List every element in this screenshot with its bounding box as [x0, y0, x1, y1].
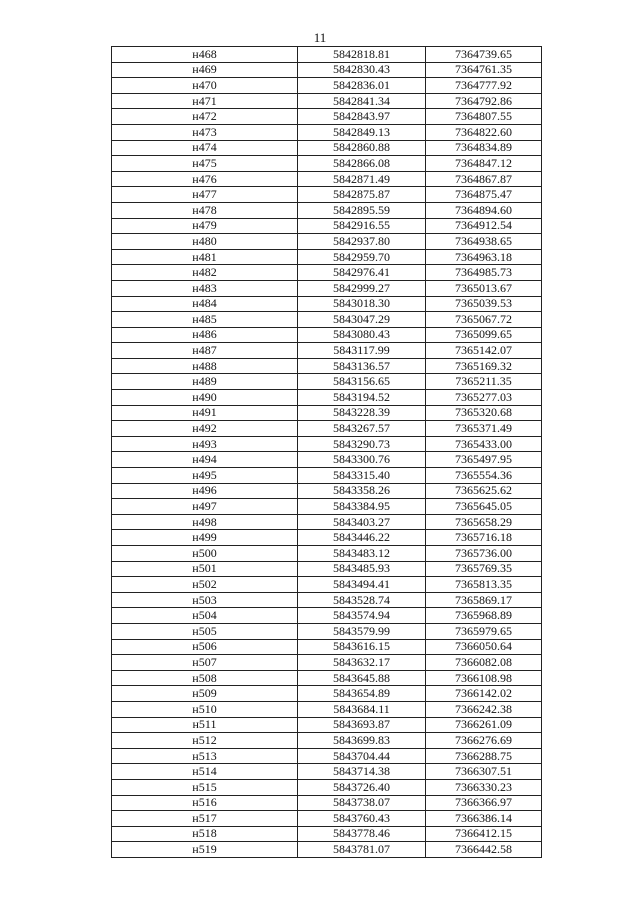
point-id-cell: н498 [112, 514, 298, 530]
table-row [112, 733, 542, 749]
y-coordinate-cell: 7366082.08 [426, 655, 542, 671]
x-coordinate-cell: 5843726.40 [298, 779, 426, 795]
y-coordinate-cell: 7365039.53 [426, 296, 542, 312]
x-coordinate-cell: 5842843.97 [298, 109, 426, 125]
y-coordinate-cell: 7364894.60 [426, 202, 542, 218]
point-id-cell: н476 [112, 171, 298, 187]
point-id-cell: н519 [112, 842, 298, 858]
point-id-cell: н471 [112, 93, 298, 109]
table-row [112, 249, 542, 265]
table-row [112, 670, 542, 686]
x-coordinate-cell: 5842916.55 [298, 218, 426, 234]
table-row [112, 296, 542, 312]
x-coordinate-cell: 5843760.43 [298, 811, 426, 827]
x-coordinate-cell: 5843574.94 [298, 608, 426, 624]
point-id-cell: н509 [112, 686, 298, 702]
point-id-cell: н493 [112, 436, 298, 452]
point-id-cell: н485 [112, 312, 298, 328]
table-row [112, 779, 542, 795]
table-row [112, 78, 542, 94]
y-coordinate-cell: 7366412.15 [426, 826, 542, 842]
table-row [112, 265, 542, 281]
point-id-cell: н479 [112, 218, 298, 234]
y-coordinate-cell: 7364822.60 [426, 124, 542, 140]
coordinates-table-body [112, 47, 542, 858]
point-id-cell: н477 [112, 187, 298, 203]
x-coordinate-cell: 5842895.59 [298, 202, 426, 218]
x-coordinate-cell: 5843483.12 [298, 546, 426, 562]
x-coordinate-cell: 5843684.11 [298, 701, 426, 717]
x-coordinate-cell: 5843136.57 [298, 358, 426, 374]
y-coordinate-cell: 7366276.69 [426, 733, 542, 749]
table-row [112, 639, 542, 655]
y-coordinate-cell: 7366307.51 [426, 764, 542, 780]
table-row [112, 577, 542, 593]
y-coordinate-cell: 7364912.54 [426, 218, 542, 234]
x-coordinate-cell: 5842818.81 [298, 47, 426, 63]
table-row [112, 140, 542, 156]
point-id-cell: н490 [112, 390, 298, 406]
y-coordinate-cell: 7364875.47 [426, 187, 542, 203]
point-id-cell: н518 [112, 826, 298, 842]
x-coordinate-cell: 5842959.70 [298, 249, 426, 265]
x-coordinate-cell: 5843300.76 [298, 452, 426, 468]
y-coordinate-cell: 7365979.65 [426, 623, 542, 639]
x-coordinate-cell: 5842866.08 [298, 156, 426, 172]
y-coordinate-cell: 7366142.02 [426, 686, 542, 702]
x-coordinate-cell: 5843446.22 [298, 530, 426, 546]
table-row [112, 234, 542, 250]
table-row [112, 436, 542, 452]
y-coordinate-cell: 7365497.95 [426, 452, 542, 468]
x-coordinate-cell: 5842860.88 [298, 140, 426, 156]
table-row [112, 592, 542, 608]
x-coordinate-cell: 5843645.88 [298, 670, 426, 686]
y-coordinate-cell: 7364739.65 [426, 47, 542, 63]
y-coordinate-cell: 7365099.65 [426, 327, 542, 343]
point-id-cell: н478 [112, 202, 298, 218]
table-row [112, 327, 542, 343]
y-coordinate-cell: 7366442.58 [426, 842, 542, 858]
point-id-cell: н510 [112, 701, 298, 717]
x-coordinate-cell: 5843699.83 [298, 733, 426, 749]
point-id-cell: н508 [112, 670, 298, 686]
table-row [112, 608, 542, 624]
x-coordinate-cell: 5843384.95 [298, 499, 426, 515]
point-id-cell: н494 [112, 452, 298, 468]
x-coordinate-cell: 5842836.01 [298, 78, 426, 94]
point-id-cell: н517 [112, 811, 298, 827]
point-id-cell: н513 [112, 748, 298, 764]
table-row [112, 842, 542, 858]
point-id-cell: н487 [112, 343, 298, 359]
y-coordinate-cell: 7365625.62 [426, 483, 542, 499]
point-id-cell: н514 [112, 764, 298, 780]
point-id-cell: н500 [112, 546, 298, 562]
table-row [112, 421, 542, 437]
x-coordinate-cell: 5843290.73 [298, 436, 426, 452]
x-coordinate-cell: 5843738.07 [298, 795, 426, 811]
y-coordinate-cell: 7364807.55 [426, 109, 542, 125]
table-row [112, 795, 542, 811]
table-row [112, 514, 542, 530]
point-id-cell: н473 [112, 124, 298, 140]
point-id-cell: н480 [112, 234, 298, 250]
coordinates-table [111, 46, 542, 858]
table-row [112, 546, 542, 562]
table-row [112, 156, 542, 172]
x-coordinate-cell: 5843080.43 [298, 327, 426, 343]
x-coordinate-cell: 5843403.27 [298, 514, 426, 530]
y-coordinate-cell: 7364777.92 [426, 78, 542, 94]
point-id-cell: н496 [112, 483, 298, 499]
point-id-cell: н504 [112, 608, 298, 624]
point-id-cell: н483 [112, 280, 298, 296]
x-coordinate-cell: 5843315.40 [298, 468, 426, 484]
y-coordinate-cell: 7365211.35 [426, 374, 542, 390]
y-coordinate-cell: 7365433.00 [426, 436, 542, 452]
x-coordinate-cell: 5842841.34 [298, 93, 426, 109]
page-number: 11 [313, 30, 327, 45]
table-row [112, 468, 542, 484]
table-row [112, 748, 542, 764]
x-coordinate-cell: 5843714.38 [298, 764, 426, 780]
x-coordinate-cell: 5843267.57 [298, 421, 426, 437]
point-id-cell: н501 [112, 561, 298, 577]
y-coordinate-cell: 7365320.68 [426, 405, 542, 421]
y-coordinate-cell: 7365067.72 [426, 312, 542, 328]
point-id-cell: н481 [112, 249, 298, 265]
point-id-cell: н489 [112, 374, 298, 390]
y-coordinate-cell: 7364963.18 [426, 249, 542, 265]
x-coordinate-cell: 5842849.13 [298, 124, 426, 140]
y-coordinate-cell: 7365645.05 [426, 499, 542, 515]
table-row [112, 358, 542, 374]
x-coordinate-cell: 5843194.52 [298, 390, 426, 406]
table-row [112, 655, 542, 671]
point-id-cell: н506 [112, 639, 298, 655]
y-coordinate-cell: 7364938.65 [426, 234, 542, 250]
x-coordinate-cell: 5843781.07 [298, 842, 426, 858]
point-id-cell: н497 [112, 499, 298, 515]
table-row [112, 109, 542, 125]
x-coordinate-cell: 5843485.93 [298, 561, 426, 577]
y-coordinate-cell: 7365142.07 [426, 343, 542, 359]
table-row [112, 764, 542, 780]
y-coordinate-cell: 7365736.00 [426, 546, 542, 562]
x-coordinate-cell: 5842871.49 [298, 171, 426, 187]
x-coordinate-cell: 5843704.44 [298, 748, 426, 764]
table-row [112, 218, 542, 234]
y-coordinate-cell: 7364792.86 [426, 93, 542, 109]
x-coordinate-cell: 5843156.65 [298, 374, 426, 390]
y-coordinate-cell: 7366386.14 [426, 811, 542, 827]
point-id-cell: н484 [112, 296, 298, 312]
x-coordinate-cell: 5843494.41 [298, 577, 426, 593]
x-coordinate-cell: 5842937.80 [298, 234, 426, 250]
point-id-cell: н474 [112, 140, 298, 156]
y-coordinate-cell: 7365769.35 [426, 561, 542, 577]
x-coordinate-cell: 5843117.99 [298, 343, 426, 359]
point-id-cell: н486 [112, 327, 298, 343]
x-coordinate-cell: 5842830.43 [298, 62, 426, 78]
point-id-cell: н492 [112, 421, 298, 437]
table-row [112, 405, 542, 421]
y-coordinate-cell: 7366288.75 [426, 748, 542, 764]
table-row [112, 343, 542, 359]
point-id-cell: н503 [112, 592, 298, 608]
point-id-cell: н469 [112, 62, 298, 78]
point-id-cell: н470 [112, 78, 298, 94]
y-coordinate-cell: 7364867.87 [426, 171, 542, 187]
table-row [112, 530, 542, 546]
y-coordinate-cell: 7364985.73 [426, 265, 542, 281]
table-row [112, 499, 542, 515]
x-coordinate-cell: 5843228.39 [298, 405, 426, 421]
table-row [112, 811, 542, 827]
table-row [112, 187, 542, 203]
point-id-cell: н472 [112, 109, 298, 125]
point-id-cell: н512 [112, 733, 298, 749]
y-coordinate-cell: 7364847.12 [426, 156, 542, 172]
x-coordinate-cell: 5842999.27 [298, 280, 426, 296]
x-coordinate-cell: 5843693.87 [298, 717, 426, 733]
table-row [112, 826, 542, 842]
point-id-cell: н516 [112, 795, 298, 811]
y-coordinate-cell: 7365554.36 [426, 468, 542, 484]
point-id-cell: н499 [112, 530, 298, 546]
table-row [112, 62, 542, 78]
table-row [112, 202, 542, 218]
y-coordinate-cell: 7365658.29 [426, 514, 542, 530]
x-coordinate-cell: 5843358.26 [298, 483, 426, 499]
point-id-cell: н468 [112, 47, 298, 63]
y-coordinate-cell: 7365813.35 [426, 577, 542, 593]
table-row [112, 93, 542, 109]
y-coordinate-cell: 7365169.32 [426, 358, 542, 374]
y-coordinate-cell: 7365277.03 [426, 390, 542, 406]
x-coordinate-cell: 5843579.99 [298, 623, 426, 639]
x-coordinate-cell: 5843778.46 [298, 826, 426, 842]
table-row [112, 452, 542, 468]
point-id-cell: н491 [112, 405, 298, 421]
table-row [112, 623, 542, 639]
x-coordinate-cell: 5843654.89 [298, 686, 426, 702]
point-id-cell: н482 [112, 265, 298, 281]
y-coordinate-cell: 7364761.35 [426, 62, 542, 78]
table-row [112, 374, 542, 390]
x-coordinate-cell: 5843047.29 [298, 312, 426, 328]
table-row [112, 483, 542, 499]
x-coordinate-cell: 5843616.15 [298, 639, 426, 655]
table-row [112, 390, 542, 406]
table-row [112, 561, 542, 577]
table-row [112, 686, 542, 702]
table-row [112, 717, 542, 733]
table-row [112, 312, 542, 328]
y-coordinate-cell: 7366050.64 [426, 639, 542, 655]
x-coordinate-cell: 5843018.30 [298, 296, 426, 312]
y-coordinate-cell: 7365371.49 [426, 421, 542, 437]
x-coordinate-cell: 5843528.74 [298, 592, 426, 608]
y-coordinate-cell: 7364834.89 [426, 140, 542, 156]
y-coordinate-cell: 7365968.89 [426, 608, 542, 624]
table-row [112, 47, 542, 63]
y-coordinate-cell: 7365716.18 [426, 530, 542, 546]
y-coordinate-cell: 7365013.67 [426, 280, 542, 296]
point-id-cell: н507 [112, 655, 298, 671]
point-id-cell: н505 [112, 623, 298, 639]
table-row [112, 701, 542, 717]
x-coordinate-cell: 5842875.87 [298, 187, 426, 203]
point-id-cell: н511 [112, 717, 298, 733]
table-row [112, 124, 542, 140]
y-coordinate-cell: 7366330.23 [426, 779, 542, 795]
table-row [112, 171, 542, 187]
point-id-cell: н488 [112, 358, 298, 374]
y-coordinate-cell: 7366108.98 [426, 670, 542, 686]
x-coordinate-cell: 5843632.17 [298, 655, 426, 671]
y-coordinate-cell: 7366261.09 [426, 717, 542, 733]
y-coordinate-cell: 7366242.38 [426, 701, 542, 717]
x-coordinate-cell: 5842976.41 [298, 265, 426, 281]
y-coordinate-cell: 7365869.17 [426, 592, 542, 608]
point-id-cell: н515 [112, 779, 298, 795]
point-id-cell: н502 [112, 577, 298, 593]
point-id-cell: н475 [112, 156, 298, 172]
point-id-cell: н495 [112, 468, 298, 484]
y-coordinate-cell: 7366366.97 [426, 795, 542, 811]
table-row [112, 280, 542, 296]
